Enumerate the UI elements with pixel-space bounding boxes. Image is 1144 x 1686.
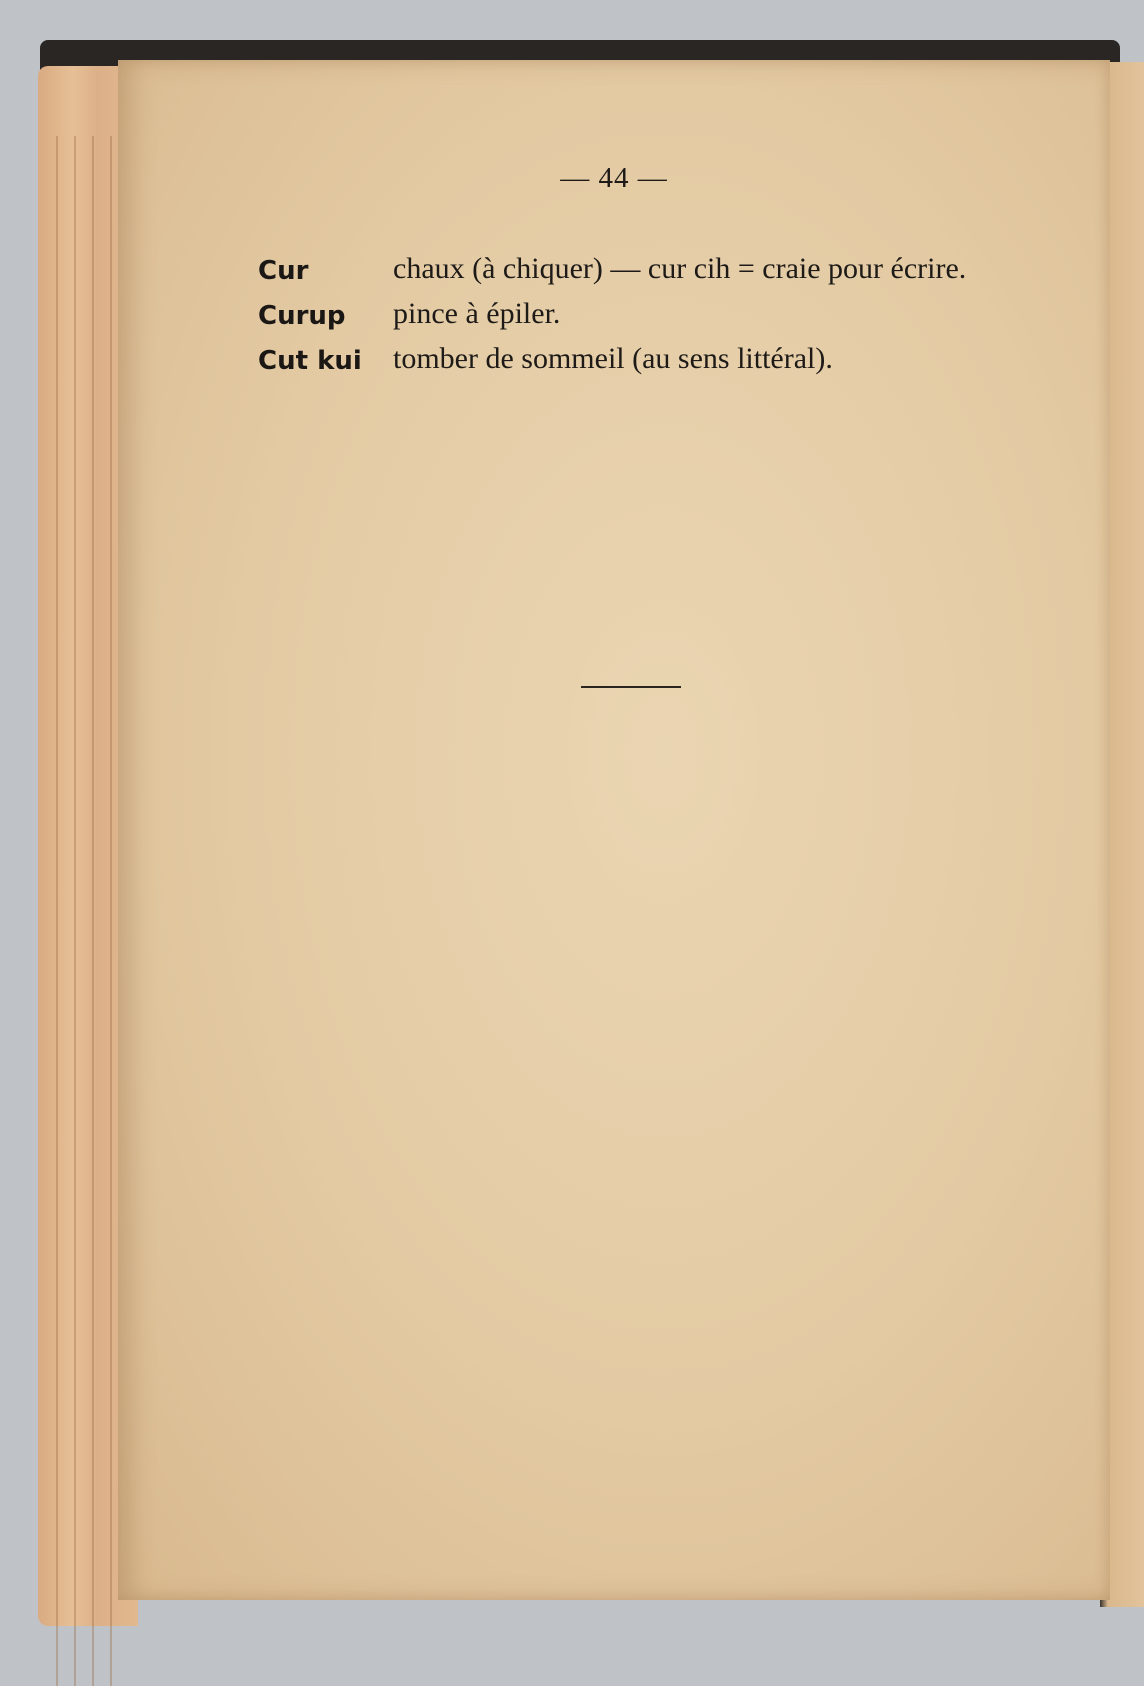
entry-definition: tomber de sommeil (au sens littéral). bbox=[393, 342, 833, 375]
entry-definition: pince à épiler. bbox=[393, 297, 561, 330]
page-edge-line bbox=[110, 136, 112, 1686]
entry-term: Curup bbox=[258, 301, 346, 331]
dictionary-entries bbox=[258, 248, 1028, 383]
entry-definition: chaux (à chiquer) — cur cih = craie pour écrire. bbox=[393, 252, 967, 285]
page-number: — 44 — bbox=[560, 162, 668, 194]
dictionary-entry bbox=[258, 293, 1028, 334]
dictionary-entry bbox=[258, 248, 1028, 289]
page-edge-line bbox=[92, 136, 94, 1686]
dictionary-entry bbox=[258, 338, 1028, 379]
section-divider bbox=[581, 686, 681, 688]
entry-term: Cur bbox=[258, 256, 309, 286]
book-page bbox=[118, 60, 1110, 1600]
entry-term: Cut kui bbox=[258, 346, 362, 376]
page-edge-line bbox=[74, 136, 76, 1686]
page-edge-line bbox=[56, 136, 58, 1686]
